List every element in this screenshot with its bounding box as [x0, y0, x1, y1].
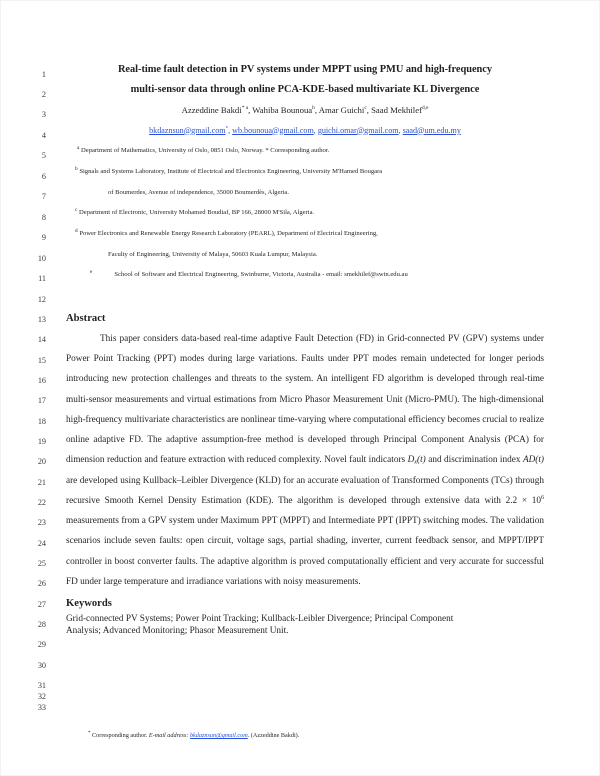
abstract-text-2: and discrimination index — [425, 455, 523, 466]
email-link[interactable]: bkdaznsun@gmail.com — [149, 125, 226, 135]
keywords-line-2: Analysis; Advanced Monitoring; Phasor Measurement Unit. — [66, 625, 289, 636]
abstract-text-4: measurements from a GPV system under Maximum PPT (MPPT) and Intermediate PPT (IPPT) switching modes. The validation scenarios include seven faults: open circuit, voltage sags, partial shading, inverter, current feedback sensor, and MPPT/IPPT controller in boost converter faults. The adaptive algorithm is proved computationally efficient and very accurate for successful FD under large temperature and irradiance variations with noisy measurements. — [66, 516, 544, 587]
math-discrimination-index — [523, 455, 544, 465]
line-number: 22 — [37, 498, 46, 507]
line-number: 26 — [37, 579, 46, 588]
affiliation-e — [66, 265, 544, 286]
abstract-paragraph — [66, 329, 544, 592]
line-number: 18 — [37, 417, 46, 426]
email-link[interactable]: guichi.omar@gmail.com — [317, 125, 399, 135]
footnote-email-label: E-mail address: — [148, 732, 189, 740]
author-list: Azzeddine Bakdi$^{* a}$, Wahiba Bounoua$^b$, Amar Guichi$^c$, Saad Mekhilef$^{d,e}$ — [181, 104, 429, 115]
math-measurement-count — [506, 496, 544, 506]
line-number: 16 — [37, 376, 46, 385]
line-number: 27 — [37, 600, 46, 609]
affiliation-text: Department of Mathematics, University of Oslo, 0851 Oslo, Norway. * Corresponding author. — [81, 147, 330, 155]
affiliation-text: School of Software and Electrical Engineering, Swinburne, Victoria, Australia - email: smekhilef@swin.edu.au — [114, 271, 408, 279]
affiliation-b — [66, 162, 544, 183]
email-link[interactable]: wb.bounoua@gmail.com — [232, 125, 314, 135]
footnote-suffix: . (Azzeddine Bakdi). — [247, 732, 300, 740]
line-number: 20 — [37, 457, 46, 466]
math-subscript: x — [414, 459, 418, 466]
math-fault-indicator — [408, 455, 426, 465]
author-email-list: bkdaznsun@gmail.com*, wb.bounoua@gmail.com, guichi.omar@gmail.com, saad@um.edu.my — [149, 125, 461, 135]
line-number: 14 — [37, 335, 46, 344]
author-affiliation-mark: * a — [241, 105, 249, 112]
line-number: 12 — [37, 295, 46, 304]
title-line-1: Real-time fault detection in PV systems under MPPT using PMU and high-frequency — [117, 64, 493, 75]
line-number: 11 — [38, 274, 46, 283]
line-number: 1 — [41, 70, 46, 79]
line-number: 24 — [37, 539, 46, 548]
line-number: 13 — [37, 315, 46, 324]
affiliation-text: Department of Electronic, University Mohamed Boudiaf, BP 166, 28000 M'Sila, Algeria. — [79, 209, 315, 217]
footnote-label: Corresponding author. — [92, 732, 148, 740]
line-number: 4 — [41, 131, 46, 140]
paper-body — [66, 60, 544, 637]
line-number: 7 — [41, 192, 46, 201]
math-base: AD — [522, 455, 536, 466]
line-number: 5 — [41, 151, 46, 160]
spacer-line — [66, 286, 544, 307]
footnote-email-link[interactable]: bkdaznsun@gmail.com — [189, 732, 248, 740]
line-number: 23 — [37, 518, 46, 527]
line-number: 19 — [37, 437, 46, 446]
affiliation-mark: a — [77, 144, 80, 151]
math-exponent: 6 — [540, 494, 545, 501]
line-number: 15 — [37, 356, 46, 365]
author-name: Saad Mekhilef — [371, 104, 422, 115]
author-affiliation-mark: d,e — [421, 105, 429, 112]
line-number: 29 — [37, 640, 46, 649]
line-number: 31 — [37, 681, 46, 690]
affiliation-b-cont — [66, 183, 544, 204]
math-mantissa: 2.2 × 10 — [505, 495, 541, 506]
footnote-marker: * — [88, 731, 91, 736]
affiliation-d — [66, 224, 544, 245]
affiliation-d-cont — [66, 245, 544, 266]
line-number: 10 — [37, 254, 46, 263]
affiliation-text: of Boumerdes, Avenue of independence, 35000 Boumerdès, Algeria. — [108, 188, 289, 196]
email-link[interactable]: saad@um.edu.my — [402, 125, 461, 135]
author-name: Amar Guichi — [318, 104, 365, 115]
affiliation-mark: c — [75, 207, 78, 214]
author-name: Azzeddine Bakdi — [181, 104, 242, 115]
line-number: 32 — [37, 692, 46, 701]
affiliation-a — [66, 141, 544, 162]
line-number: 8 — [41, 213, 46, 222]
abstract-text-3: are developed using Kullback–Leibler Divergence (KLD) for an accurate evaluation of Transformed Components (TCs) through recursive Smooth Kernel Density Estimation (KDE). The algorithm is developed through extensive data with — [66, 475, 544, 506]
affiliation-mark: d — [75, 227, 78, 234]
affiliation-mark: e — [90, 269, 93, 276]
math-base: D — [407, 455, 415, 466]
line-number: 28 — [37, 620, 46, 629]
line-number: 17 — [37, 396, 46, 405]
keywords-line-1: Grid-connected PV Systems; Power Point Tracking; Kullback-Leibler Divergence; Principal Component — [66, 614, 454, 625]
email-mark: * — [225, 125, 229, 131]
line-number: 6 — [41, 172, 46, 181]
abstract-heading: Abstract — [66, 312, 106, 324]
author-affiliation-mark: b — [312, 105, 315, 112]
abstract-text-1: This paper considers data-based real-time adaptive Fault Detection (FD) in Grid-connected PV (GPV) systems under Power Point Tracking (PPT) modes during large variations. Faults under PPT modes remain undetected for longer periods introducing new protection challenges and threats to the system. An intelligent FD algorithm is developed through real-time multi-sensor measurements and virtual estimations from Micro Phasor Measurement Unit (Micro-PMU). The high-dimensional high-frequency multivariate characteristics are nonlinear time-varying where computational efficiency becomes crucial to realize online adaptive FD. The adaptive assumption-free method is developed through Principal Component Analysis (PCA) for dimension reduction and feature extraction with reduced complexity. Novel fault indicators — [66, 333, 544, 466]
affiliation-text: Signals and Systems Laboratory, Institute of Electrical and Electronics Engineering, University M'Hamed Bougara — [79, 167, 383, 175]
affiliation-c — [66, 203, 544, 224]
keywords-heading: Keywords — [66, 598, 112, 610]
line-number: 33 — [37, 703, 46, 712]
affiliation-text: Power Electronics and Renewable Energy Research Laboratory (PEARL), Department of Electrical Engineering, — [79, 229, 378, 237]
math-argument: (t) — [535, 455, 545, 466]
author-name: Wahiba Bounoua — [252, 104, 313, 115]
page-title — [66, 60, 544, 100]
corresponding-author-footnote — [88, 729, 299, 740]
affiliation-text: Faculty of Engineering, University of Malaya, 50603 Kuala Lumpur, Malaysia. — [108, 250, 318, 258]
line-number: 3 — [41, 110, 46, 119]
affiliation-mark: b — [75, 165, 78, 172]
line-number: 30 — [37, 661, 46, 670]
line-number: 9 — [41, 233, 46, 242]
author-affiliation-mark: c — [364, 105, 367, 112]
math-argument: (t) — [417, 455, 426, 466]
line-number: 25 — [37, 559, 46, 568]
line-number: 21 — [37, 478, 46, 487]
line-number: 2 — [41, 90, 46, 99]
title-line-2: multi-sensor data through online PCA-KDE-based multivariate KL Divergence — [130, 84, 480, 96]
